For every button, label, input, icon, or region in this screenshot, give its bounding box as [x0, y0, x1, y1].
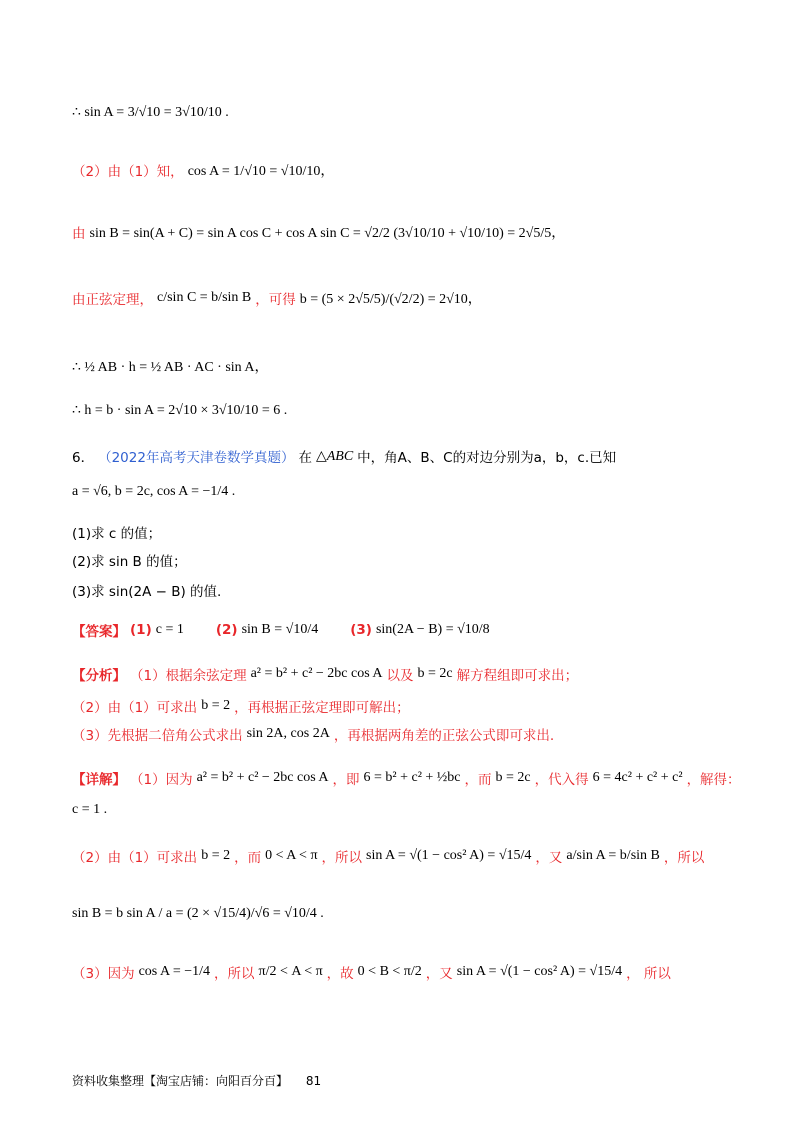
formula: a/sin A = b/sin B [566, 848, 660, 863]
detail-text: ，又 [425, 966, 453, 982]
formula: sin A = √(1 − cos² A) = √15/4 [456, 964, 623, 979]
formula: sin A = √(1 − cos² A) = √15/4 [366, 848, 532, 863]
solution-line-area: ∴ ½ AB · h = ½ AB · AC · sin A， [72, 360, 269, 375]
formula: b = (5 × 2√5/5)/(√2/2) = 2√10， [299, 292, 482, 307]
formula: b = 2c [495, 770, 531, 785]
solution-line-law-of-sines [72, 288, 482, 308]
analysis-text: ，再根据正弦定理即可解出； [234, 700, 410, 716]
detail-text: （3）因为 [72, 966, 135, 982]
answer-tag: (2) [215, 622, 238, 638]
formula: cos A = −1/4 [138, 964, 211, 979]
detail-text: ，又 [535, 850, 563, 866]
footer-text: 资料收集整理【淘宝店铺：向阳百分百】 [72, 1074, 289, 1088]
formula: a² = b² + c² − 2bc cos A [250, 666, 383, 681]
triangle-symbol: △ABC [315, 448, 354, 464]
detail-line-2 [72, 846, 704, 866]
analysis-text: （2）由（1）可求出 [72, 700, 198, 716]
step-label: ，可得 [255, 292, 296, 308]
sub-question-1: (1)求 c 的值； [72, 526, 162, 542]
detail-label: 【详解】 [72, 772, 126, 788]
formula: 0 < A < π [265, 848, 318, 863]
answer-tag: (3) [350, 622, 372, 638]
formula: π/2 < A < π [258, 964, 323, 979]
page-number: 81 [305, 1074, 322, 1088]
detail-text: ，而 [234, 850, 262, 866]
detail-text: ，代入得 [534, 772, 589, 788]
page-footer [72, 1072, 321, 1089]
step-label: （2）由（1）知， [72, 164, 184, 180]
question-text: 中，角A、B、C的对边分别为a，b，c.已知 [357, 450, 617, 466]
detail-text: ，所以 [663, 850, 705, 866]
question-source: （2022年高考天津卷数学真题） [98, 450, 295, 466]
formula: b = 2c [417, 666, 453, 681]
detail-text: ，解得： [686, 772, 741, 788]
analysis-label: 【分析】 [72, 668, 126, 684]
solution-line-sinB [72, 222, 565, 242]
detail-text: ，即 [332, 772, 360, 788]
question-text: 在 [298, 450, 312, 466]
detail-line-1 [72, 768, 741, 788]
detail-text: （2）由（1）可求出 [72, 850, 198, 866]
formula: cos A = 1/√10 = √10/10， [187, 164, 335, 179]
formula: 0 < B < π/2 [357, 964, 422, 979]
answer-3: sin(2A − B) = √10/8 [375, 622, 490, 637]
answer-1: c = 1 [155, 622, 184, 637]
detail-text: ，所以 [321, 850, 363, 866]
detail-text: ，故 [326, 966, 354, 982]
analysis-text: （1）根据余弦定理 [130, 668, 247, 684]
analysis-line-2 [72, 696, 410, 716]
detail-text: （1）因为 [130, 772, 193, 788]
answer-tag: (1) [130, 622, 152, 638]
formula: b = 2 [201, 848, 231, 863]
formula: c/sin C = b/sin B [157, 290, 252, 305]
sub-question-2: (2)求 sin B 的值； [72, 554, 187, 570]
question-header [72, 446, 616, 466]
answer-line [72, 620, 490, 640]
step-label: 由 [72, 226, 86, 242]
solution-line-sinA: ∴ sin A = 3/√10 = 3√10/10 . [72, 105, 229, 120]
analysis-line-1 [72, 664, 578, 684]
formula: a² = b² + c² − 2bc cos A [196, 770, 329, 785]
detail-text: ， 所以 [626, 966, 671, 982]
answer-2: sin B = √10/4 [241, 622, 319, 637]
detail-line-2b: sin B = b sin A / a = (2 × √15/4)/√6 = √10/4 . [72, 906, 324, 921]
answer-label: 【答案】 [72, 624, 126, 640]
detail-line-3 [72, 962, 671, 982]
formula: 6 = b² + c² + ½bc [363, 770, 461, 785]
analysis-text: 以及 [386, 668, 414, 684]
detail-text: ，而 [464, 772, 492, 788]
detail-text: ，所以 [214, 966, 255, 982]
solution-line-cosA [72, 160, 334, 180]
analysis-text: ，再根据两角差的正弦公式即可求出. [333, 728, 555, 744]
step-label: 由正弦定理， [72, 292, 153, 308]
analysis-text: 解方程组即可求出； [456, 668, 579, 684]
question-number: 6． [72, 450, 95, 466]
formula: sin 2A, cos 2A [246, 726, 330, 741]
sub-question-3: (3)求 sin(2A − B) 的值. [72, 584, 222, 600]
formula: b = 2 [201, 698, 231, 713]
formula: 6 = 4c² + c² + c² [592, 770, 683, 785]
analysis-text: （3）先根据二倍角公式求出 [72, 728, 243, 744]
question-given: a = √6, b = 2c, cos A = −1/4 . [72, 484, 236, 499]
solution-line-height: ∴ h = b · sin A = 2√10 × 3√10/10 = 6 . [72, 403, 288, 418]
detail-line-1b: c = 1 . [72, 802, 108, 817]
analysis-line-3 [72, 724, 554, 744]
formula: sin B = sin(A + C) = sin A cos C + cos A sin C = √2/2 (3√10/10 + √10/10) = 2√5/5， [89, 226, 566, 241]
